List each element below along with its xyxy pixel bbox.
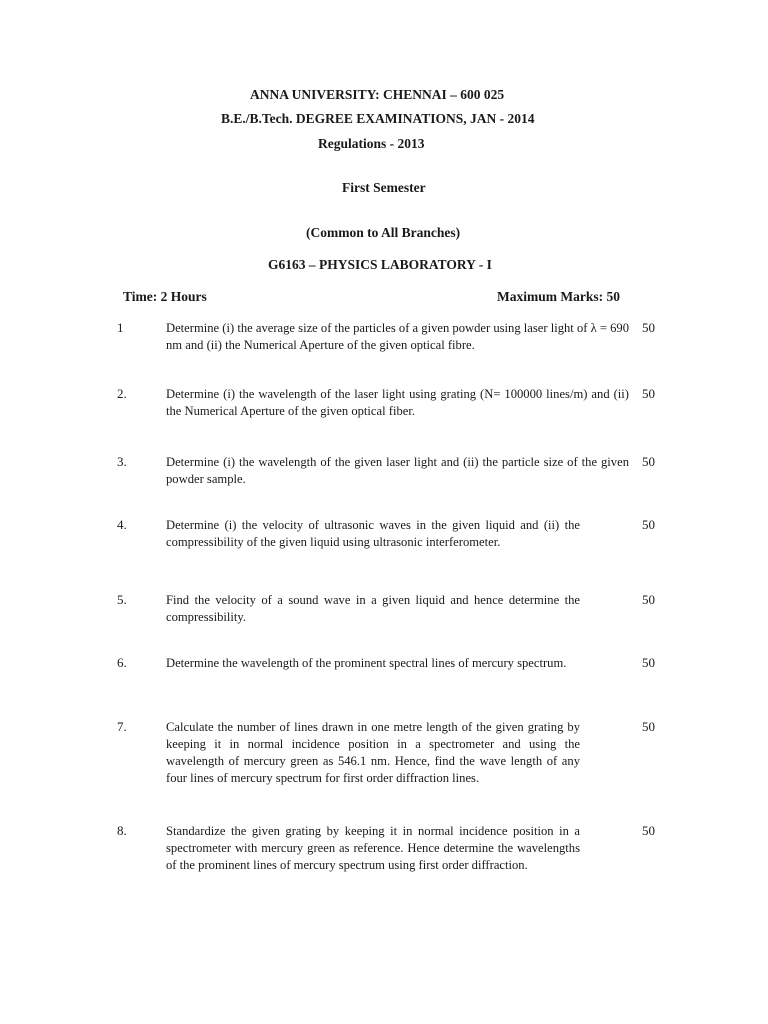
question-text: Determine (i) the wavelength of the laser light using grating (N= 100000 lines/m) and (ii) the Numerical Aperture of the given optical fiber. bbox=[166, 387, 629, 418]
question-text: Calculate the number of lines drawn in one metre length of the given grating by keeping it in normal incidence position in a spectrometer and using the wavelength of mercury green as 546.1 nm. Hence, find the wave length of any four lines of mercury spectrum for first order diffraction lines. bbox=[166, 720, 580, 785]
question-marks: 50 bbox=[642, 454, 655, 469]
question-marks: 50 bbox=[642, 655, 655, 670]
exam-title: B.E./B.Tech. DEGREE EXAMINATIONS, JAN - 2014 bbox=[221, 111, 535, 126]
question-number: 3. bbox=[117, 454, 127, 469]
question-marks: 50 bbox=[642, 386, 655, 401]
question-marks: 50 bbox=[642, 823, 655, 838]
branches-label: (Common to All Branches) bbox=[306, 225, 461, 240]
question-number: 2. bbox=[117, 386, 127, 401]
max-marks-label: Maximum Marks: 50 bbox=[497, 289, 620, 304]
question-text: Determine the wavelength of the prominent spectral lines of mercury spectrum. bbox=[166, 656, 567, 670]
question-text: Determine (i) the wavelength of the given laser light and (ii) the particle size of the given powder sample. bbox=[166, 455, 629, 486]
question-marks: 50 bbox=[642, 320, 655, 335]
question-number: 4. bbox=[117, 517, 127, 532]
question-number: 5. bbox=[117, 592, 127, 607]
question-marks: 50 bbox=[642, 592, 655, 607]
university-title: ANNA UNIVERSITY: CHENNAI – 600 025 bbox=[250, 87, 505, 102]
course-title: G6163 – PHYSICS LABORATORY - I bbox=[268, 257, 492, 272]
question-text: Determine (i) the average size of the particles of a given powder using laser light of λ = 690 nm and (ii) the Numerical Aperture of the given optical fibre. bbox=[166, 321, 629, 352]
question-marks: 50 bbox=[642, 517, 655, 532]
question-text: Standardize the given grating by keeping it in normal incidence position in a spectrometer with mercury green as reference. Hence determine the wavelengths of the prominent lines of mercury spectrum using first order diffraction. bbox=[166, 824, 580, 872]
question-number: 6. bbox=[117, 655, 127, 670]
question-marks: 50 bbox=[642, 719, 655, 734]
time-label: Time: 2 Hours bbox=[123, 289, 207, 304]
regulations-label: Regulations - 2013 bbox=[318, 136, 425, 151]
question-number: 1 bbox=[117, 320, 124, 335]
semester-label: First Semester bbox=[342, 180, 426, 195]
question-number: 7. bbox=[117, 719, 127, 734]
question-text: Determine (i) the velocity of ultrasonic waves in the given liquid and (ii) the compressibility of the given liquid using ultrasonic interferometer. bbox=[166, 518, 580, 549]
question-number: 8. bbox=[117, 823, 127, 838]
question-text: Find the velocity of a sound wave in a given liquid and hence determine the compressibility. bbox=[166, 593, 580, 624]
